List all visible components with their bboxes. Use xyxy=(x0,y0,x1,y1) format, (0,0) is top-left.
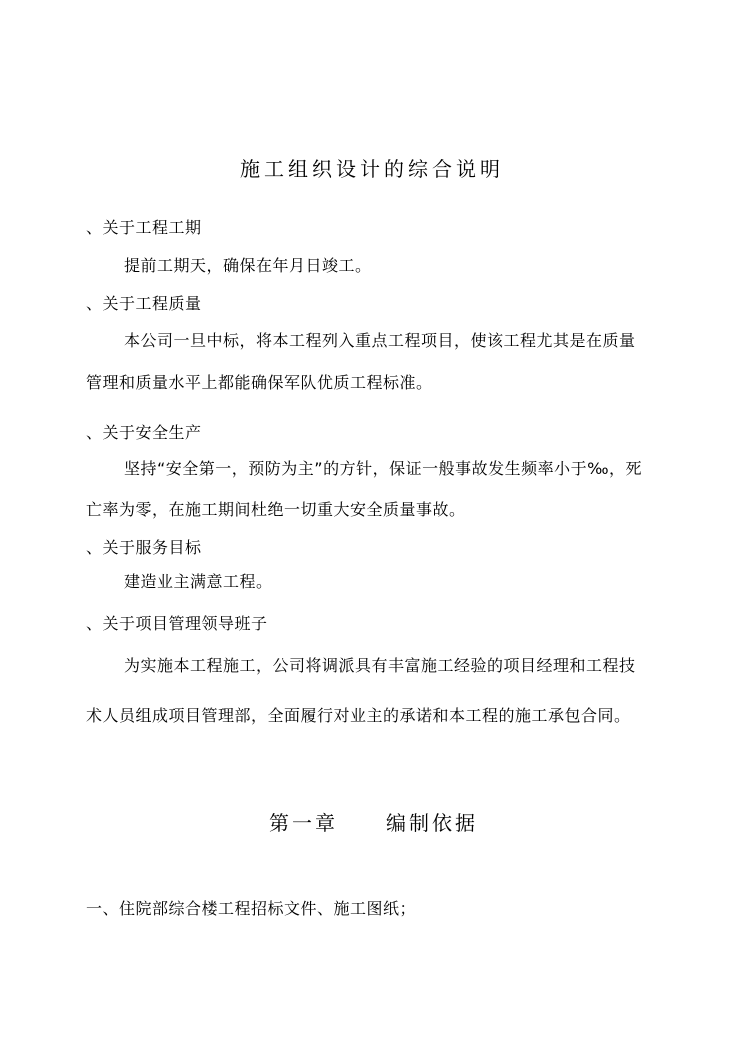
section-heading-schedule: 、关于工程工期 xyxy=(86,218,202,237)
section-text-service: 建造业主满意工程。 xyxy=(124,572,273,591)
section-heading-management: 、关于项目管理领导班子 xyxy=(86,614,268,633)
chapter-title: 编制依据 xyxy=(386,811,478,835)
section-text-management-line2: 术人员组成项目管理部，全面履行对业主的承诺和本工程的施工承包合同。 xyxy=(86,706,631,725)
section-text-safety-line1: 坚持“安全第一，预防为主”的方针，保证一般事故发生频率小于‰，死 xyxy=(124,459,643,478)
section-text-safety-line2: 亡率为零，在施工期间杜绝一切重大安全质量事故。 xyxy=(86,500,466,519)
basis-item: 一、住院部综合楼工程招标文件、施工图纸； xyxy=(86,899,417,918)
section-text-schedule: 提前工期天，确保在年月日竣工。 xyxy=(124,256,372,275)
section-text-quality-line2: 管理和质量水平上都能确保军队优质工程标准。 xyxy=(86,373,433,392)
section-heading-service: 、关于服务目标 xyxy=(86,538,202,557)
section-heading-quality: 、关于工程质量 xyxy=(86,294,202,313)
section-text-management-line1: 为实施本工程施工，公司将调派具有丰富施工经验的项目经理和工程技 xyxy=(124,656,636,675)
document-title: 施工组织设计的综合说明 xyxy=(240,157,504,181)
chapter-number: 第一章 xyxy=(269,811,338,835)
section-text-quality-line1: 本公司一旦中标，将本工程列入重点工程项目，使该工程尤其是在质量 xyxy=(124,331,636,350)
section-heading-safety: 、关于安全生产 xyxy=(86,423,202,442)
